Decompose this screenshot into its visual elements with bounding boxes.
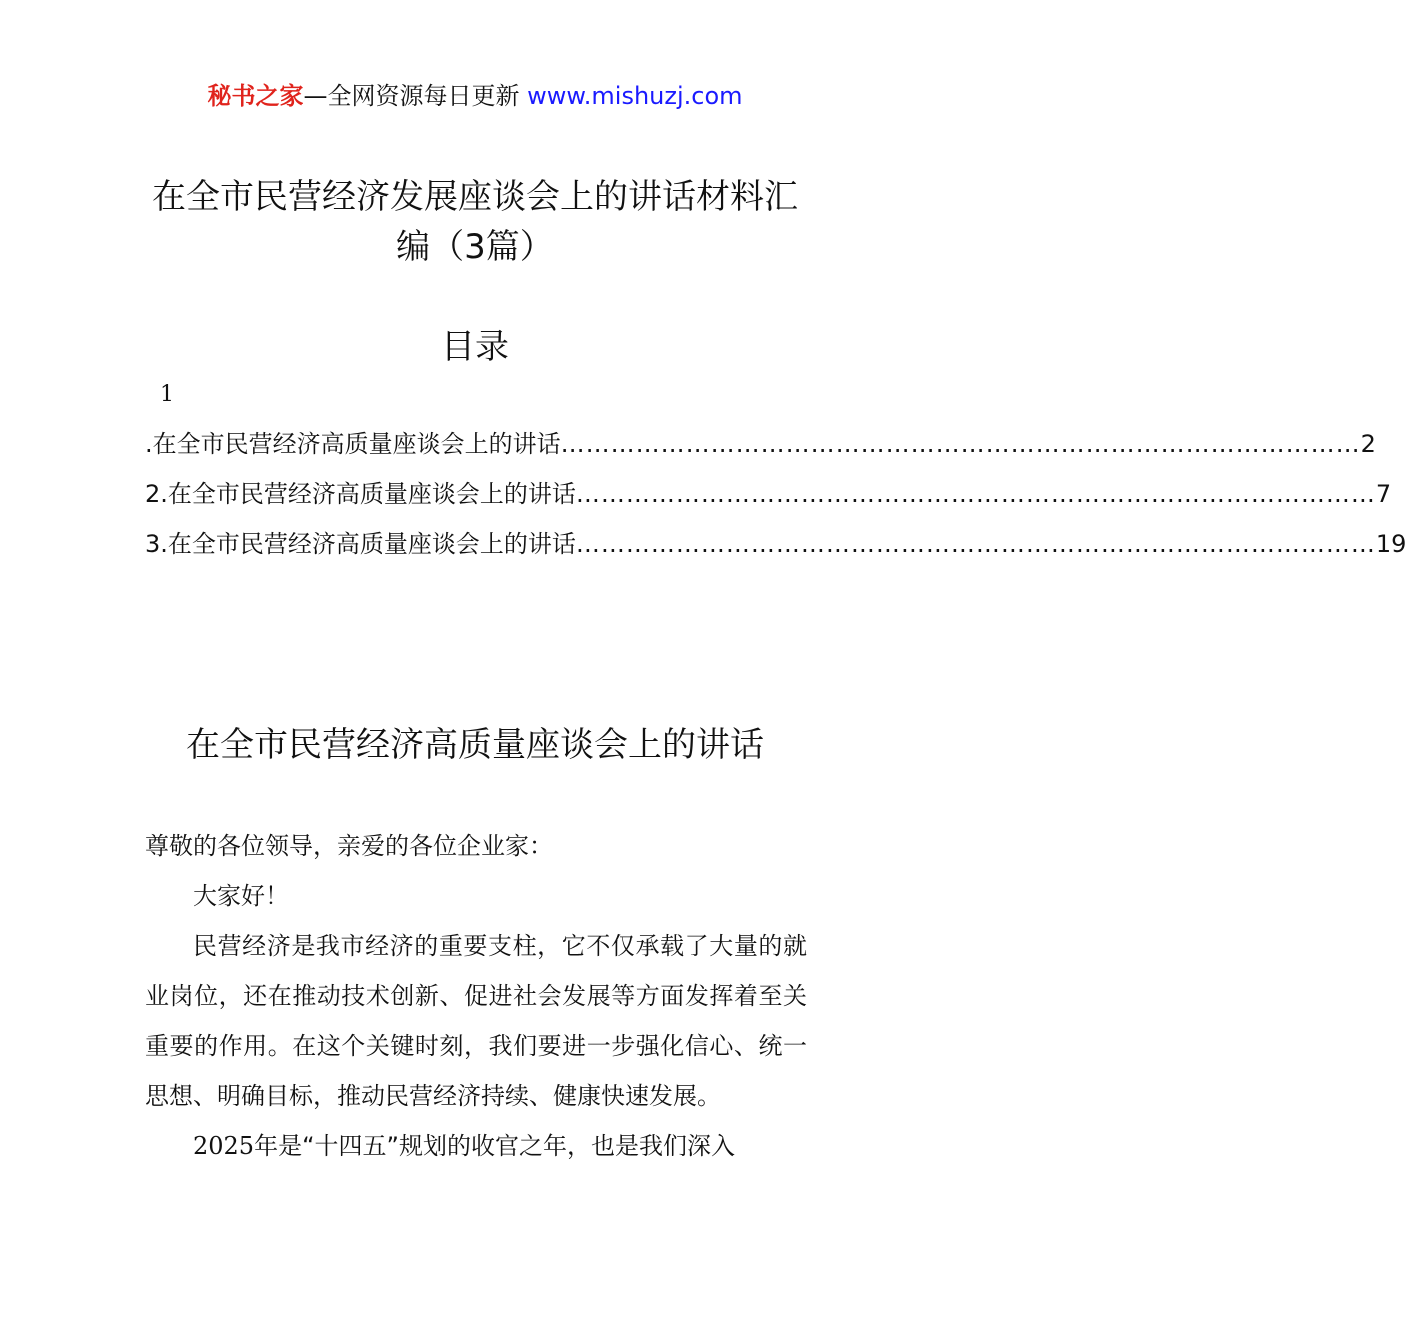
toc-entry[interactable]	[145, 474, 1392, 524]
body-paragraph	[145, 1121, 807, 1171]
toc-entry-title: 2.在全市民营经济高质量座谈会上的讲话	[145, 480, 576, 508]
paragraph-text: 年是“十四五”规划的收官之年，也是我们深入	[254, 1132, 735, 1160]
greeting: 大家好！	[193, 882, 289, 910]
document-title: 在全市民营经济发展座谈会上的讲话材料汇编（3篇）	[152, 177, 798, 267]
toc-page-number: 7	[1375, 480, 1392, 508]
toc-leader-dots: ……………………………………………………………………………………	[575, 480, 1376, 508]
speech-body	[145, 821, 807, 1171]
toc-leader-dots: ……………………………………………………………………………………	[575, 530, 1376, 558]
site-tagline: —全网资源每日更新	[303, 82, 520, 110]
toc-entry[interactable]	[145, 424, 1376, 474]
toc-page-number: 19	[1375, 530, 1406, 558]
toc-entry-number: 1	[160, 382, 174, 407]
salutation: 尊敬的各位领导，亲爱的各位企业家：	[145, 832, 553, 860]
toc-entry[interactable]	[145, 524, 1406, 574]
year-number: 2025	[193, 1132, 255, 1160]
toc-leader-dots: ……………………………………………………………………………………	[560, 430, 1361, 458]
body-paragraph: 民营经济是我市经济的重要支柱，它不仅承载了大量的就业岗位，还在推动技术创新、促进社会发展等方面发挥着至关重要的作用。在这个关键时刻，我们要进一步强化信心、统一思想、明确目标，推动民营经济持续、健康快速发展。	[145, 932, 807, 1110]
table-of-contents	[145, 424, 1406, 574]
site-name: 秘书之家	[207, 82, 304, 110]
toc-heading: 目录	[441, 327, 509, 367]
site-url-link[interactable]: www.mishuzj.com	[527, 82, 743, 110]
site-header	[0, 80, 950, 112]
toc-entry-title: .在全市民营经济高质量座谈会上的讲话	[145, 430, 561, 458]
section-title: 在全市民营经济高质量座谈会上的讲话	[186, 725, 764, 765]
toc-entry-title: 3.在全市民营经济高质量座谈会上的讲话	[145, 530, 576, 558]
toc-page-number: 2	[1360, 430, 1376, 458]
